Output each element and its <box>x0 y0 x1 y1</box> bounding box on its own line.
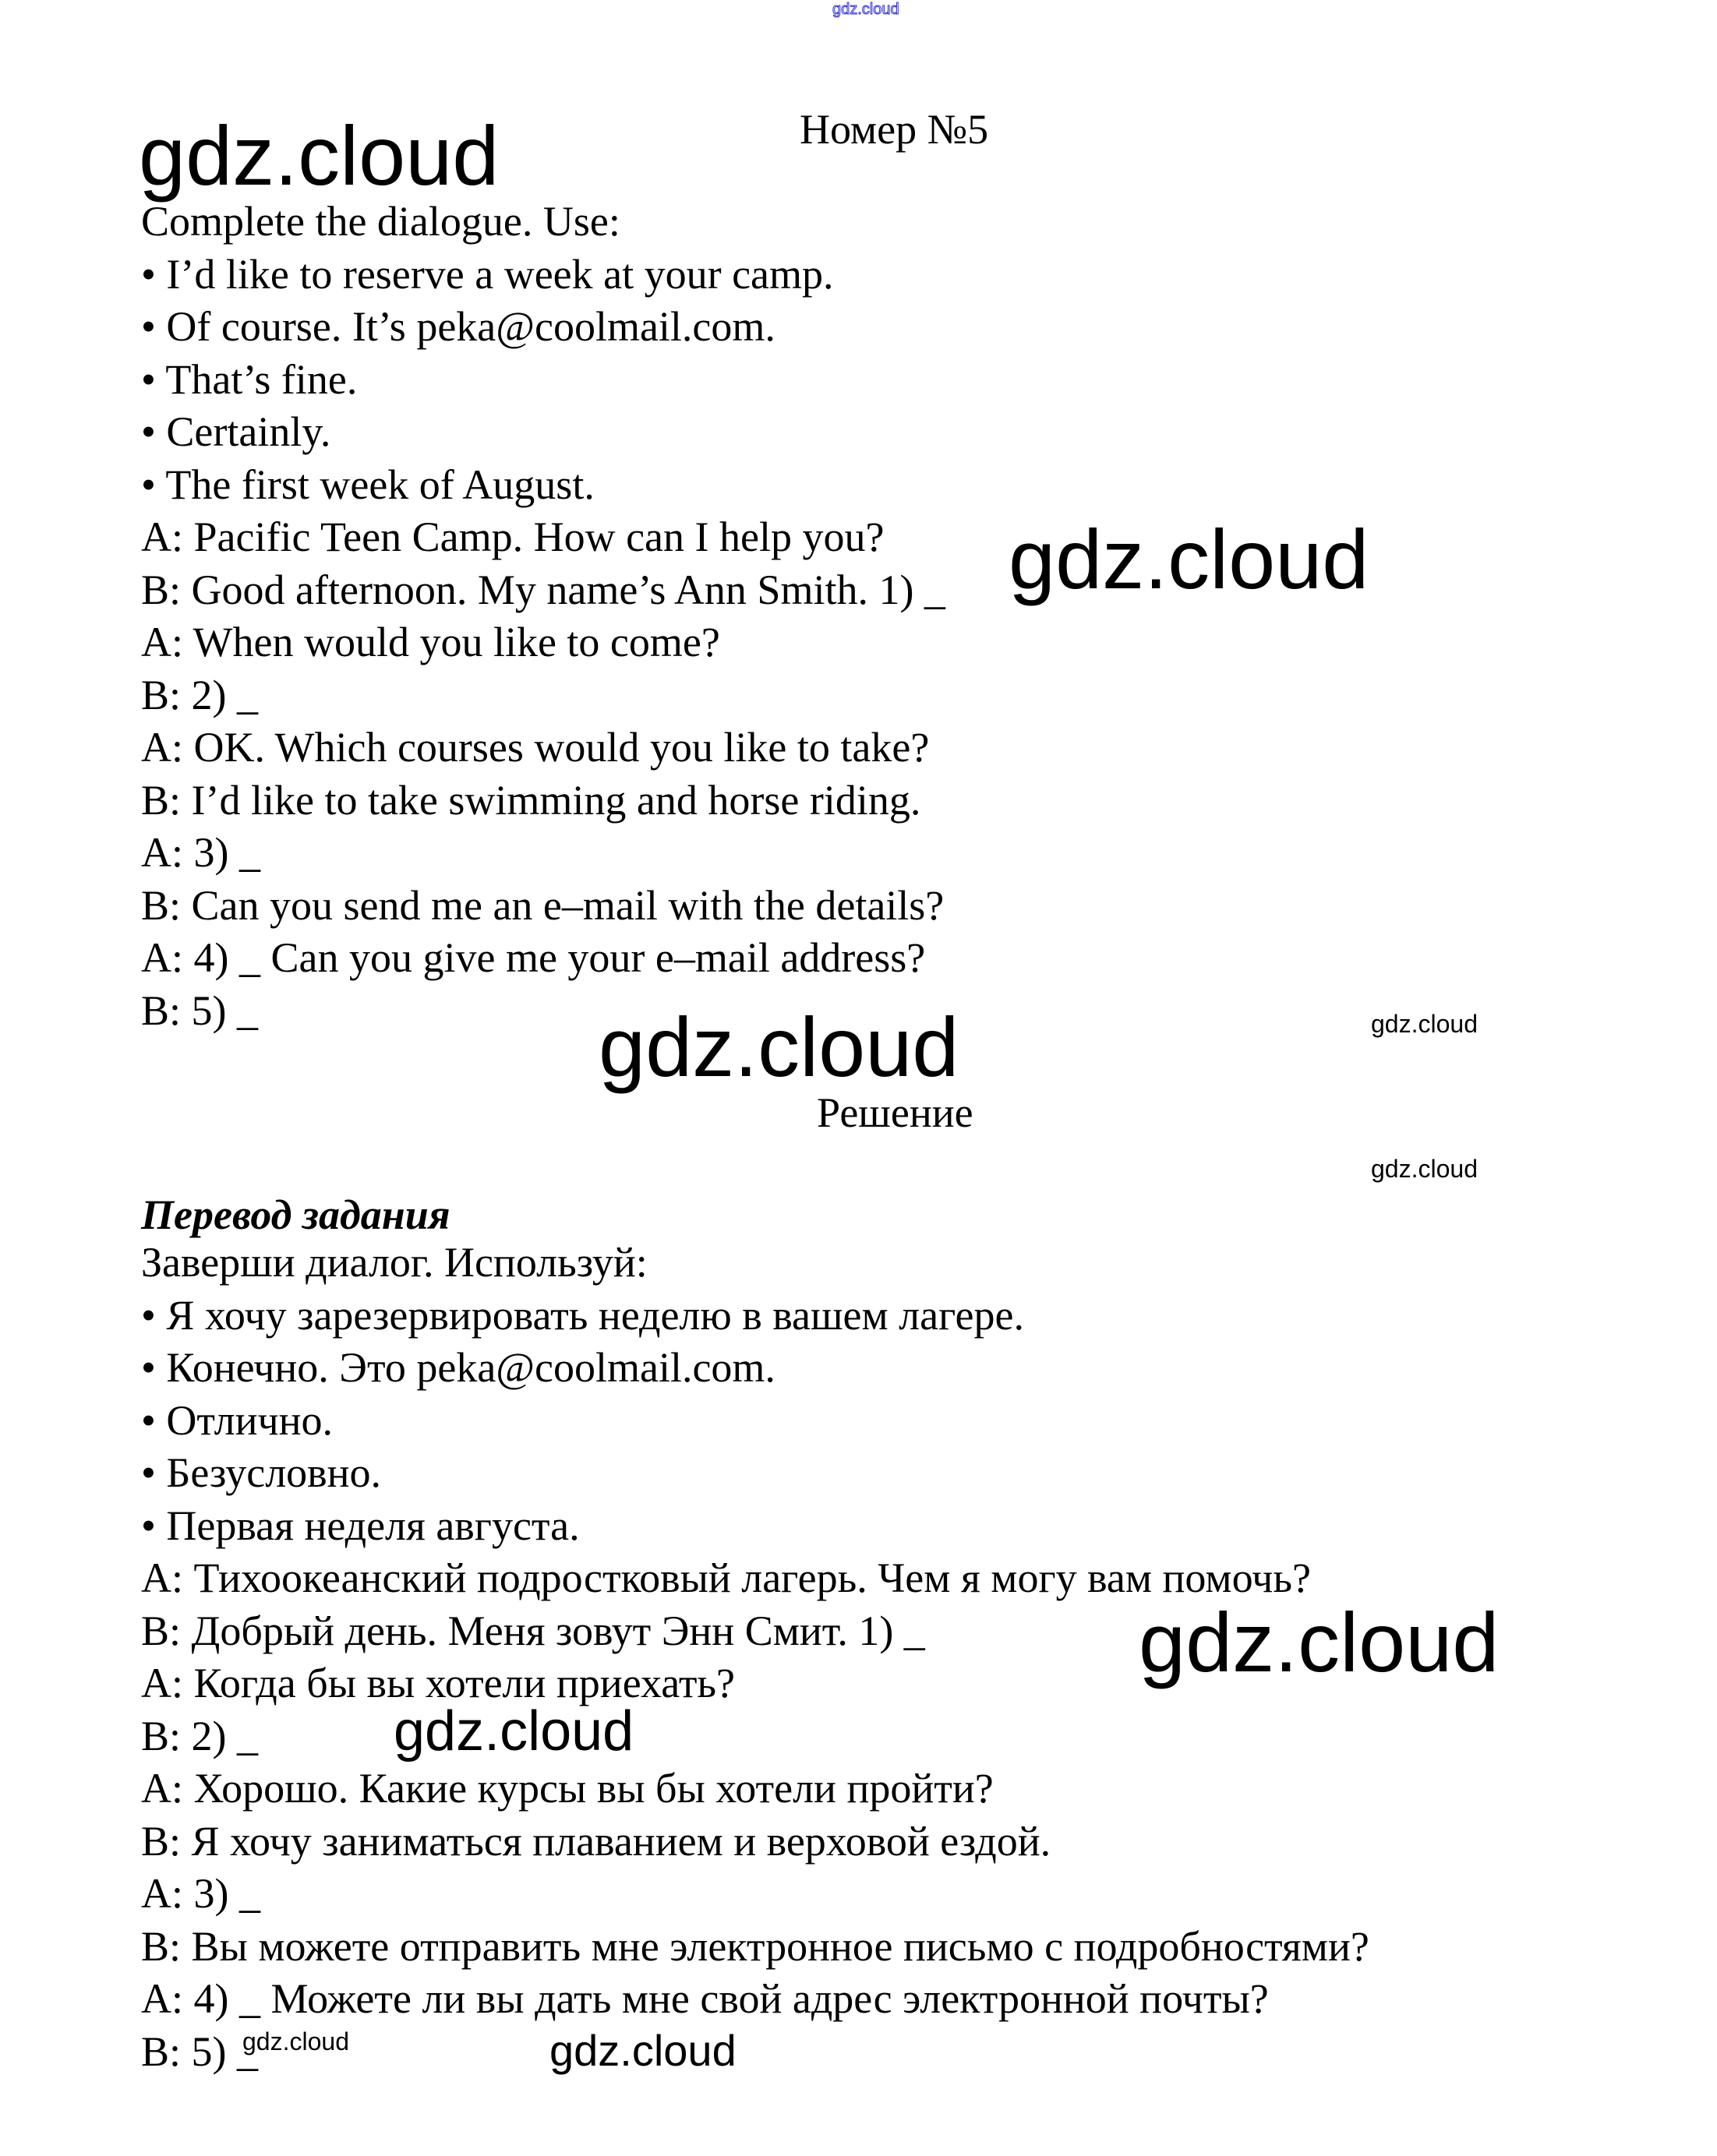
dialogue-line: • Конечно. Это peka@coolmail.com. <box>141 1344 775 1391</box>
solution-label: Решение <box>817 1089 973 1136</box>
translation-heading: Перевод задания <box>141 1191 450 1238</box>
dialogue-line: • Отлично. <box>141 1396 334 1444</box>
dialogue-line: A: When would you like to come? <box>141 619 720 665</box>
dialogue-line: A: 3) _ <box>141 829 260 876</box>
watermark: gdz.cloud <box>1371 1155 1478 1183</box>
watermark-top: gdz.cloud <box>832 1 899 18</box>
dialogue-line: • Я хочу зарезервировать неделю в вашем лагере. <box>141 1291 1024 1339</box>
dialogue-line: Complete the dialogue. Use: <box>141 198 620 245</box>
dialogue-line: B: 5) _ <box>141 2027 259 2075</box>
dialogue-line: A: Тихоокеанский подростковый лагерь. Чем я могу вам помочь? <box>141 1554 1311 1601</box>
dialogue-line: B: Добрый день. Меня зовут Энн Смит. 1) _ <box>141 1607 925 1654</box>
dialogue-line: • Безусловно. <box>141 1449 382 1496</box>
dialogue-line: Заверши диалог. Используй: <box>141 1239 648 1286</box>
watermark: gdz.cloud <box>549 2026 737 2075</box>
dialogue-line: B: Good afternoon. My name’s Ann Smith. 1) _ <box>141 566 945 613</box>
dialogue-line: A: OK. Which courses would you like to take? <box>141 724 930 771</box>
dialogue-line: • Of course. It’s peka@coolmail.com. <box>141 303 775 350</box>
dialogue-line: B: Я хочу заниматься плаванием и верховой ездой. <box>141 1817 1051 1865</box>
dialogue-line: A: 4) _ Можете ли вы дать мне свой адрес электронной почты? <box>141 1975 1269 2022</box>
dialogue-line: A: Pacific Teen Camp. How can I help you? <box>141 513 885 560</box>
dialogue-line: • That’s fine. <box>141 355 358 403</box>
dialogue-line: • The first week of August. <box>141 460 595 508</box>
dialogue-line: A: Когда бы вы хотели приехать? <box>141 1660 736 1706</box>
dialogue-line: B: I’d like to take swimming and horse riding. <box>141 776 921 824</box>
dialogue-line: • I’d like to reserve a week at your camp. <box>141 250 834 298</box>
watermark: gdz.cloud <box>242 2027 349 2055</box>
dialogue-line: A: 4) _ Can you give me your e–mail address? <box>141 934 926 981</box>
watermark: gdz.cloud <box>1139 1595 1500 1689</box>
dialogue-line: • Первая неделя августа. <box>141 1501 580 1549</box>
watermark: gdz.cloud <box>394 1700 634 1763</box>
watermark: gdz.cloud <box>1371 1010 1478 1038</box>
dialogue-line: B: Can you send me an e–mail with the details? <box>141 881 945 929</box>
dialogue-line: B: 2) _ <box>141 1712 259 1759</box>
task-number-title: Номер №5 <box>800 106 989 153</box>
dialogue-line: A: 3) _ <box>141 1870 260 1917</box>
watermark: gdz.cloud <box>139 108 500 203</box>
watermark: gdz.cloud <box>599 1000 959 1094</box>
dialogue-line: B: Вы можете отправить мне электронное письмо с подробностями? <box>141 1922 1369 1970</box>
watermark: gdz.cloud <box>1009 512 1369 606</box>
dialogue-line: A: Хорошо. Какие курсы вы бы хотели пройти? <box>141 1765 994 1812</box>
dialogue-line: • Certainly. <box>141 408 331 455</box>
dialogue-line: B: 5) _ <box>141 986 259 1034</box>
dialogue-line: B: 2) _ <box>141 671 259 718</box>
